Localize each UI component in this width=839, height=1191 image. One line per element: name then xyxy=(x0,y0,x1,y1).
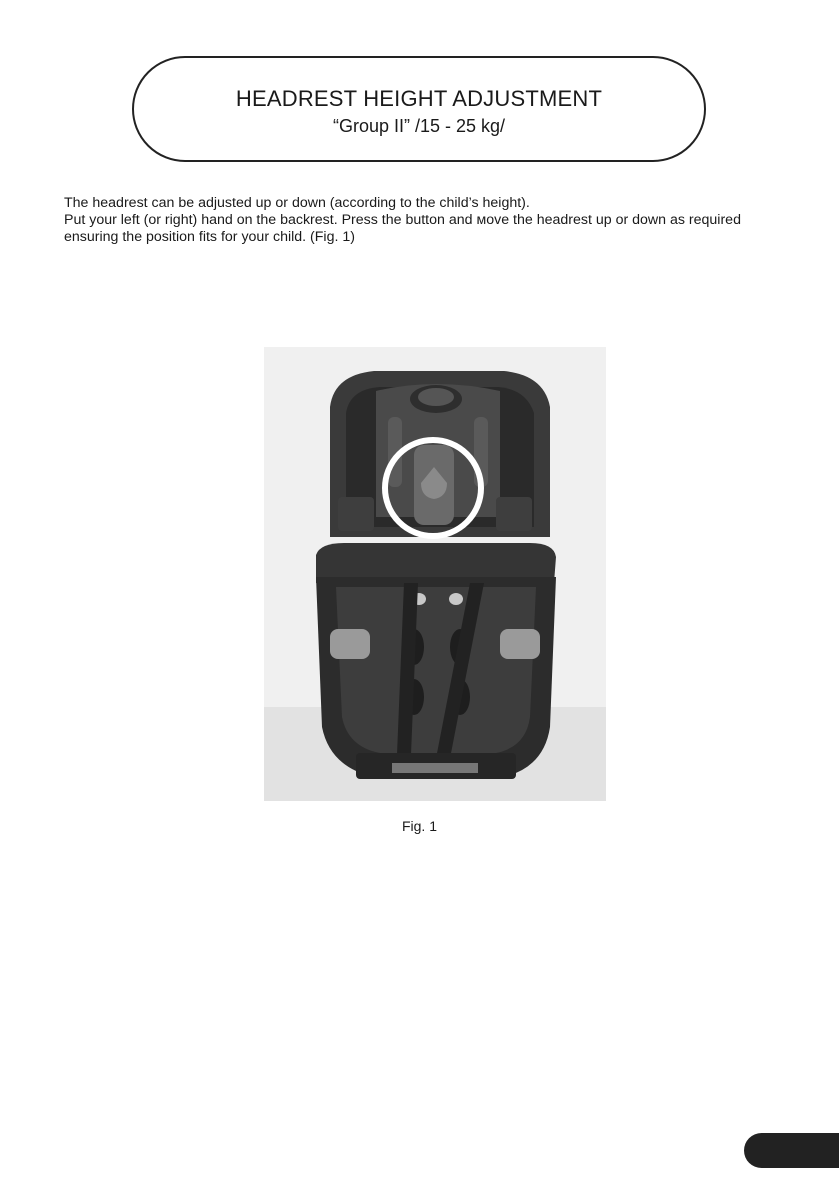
car-seat-illustration xyxy=(264,347,606,801)
page-subtitle: “Group II” /15 - 25 kg/ xyxy=(332,116,506,136)
instruction-paragraph-1: The headrest can be adjusted up or down (according to the child’s height). xyxy=(64,195,530,211)
instruction-paragraph-2: Put your left (or right) hand on the backrest. Press the button and мove the headrest up or down as required ensuring the position fits for your child. (Fig. 1) xyxy=(64,212,741,245)
instructions xyxy=(64,195,784,246)
page-title: HEADREST HEIGHT ADJUSTMENT xyxy=(235,86,603,111)
car-seat-photo xyxy=(264,347,606,801)
title-box xyxy=(132,56,706,162)
page-number-tab xyxy=(744,1133,839,1168)
figure-caption: Fig. 1 xyxy=(401,818,437,834)
